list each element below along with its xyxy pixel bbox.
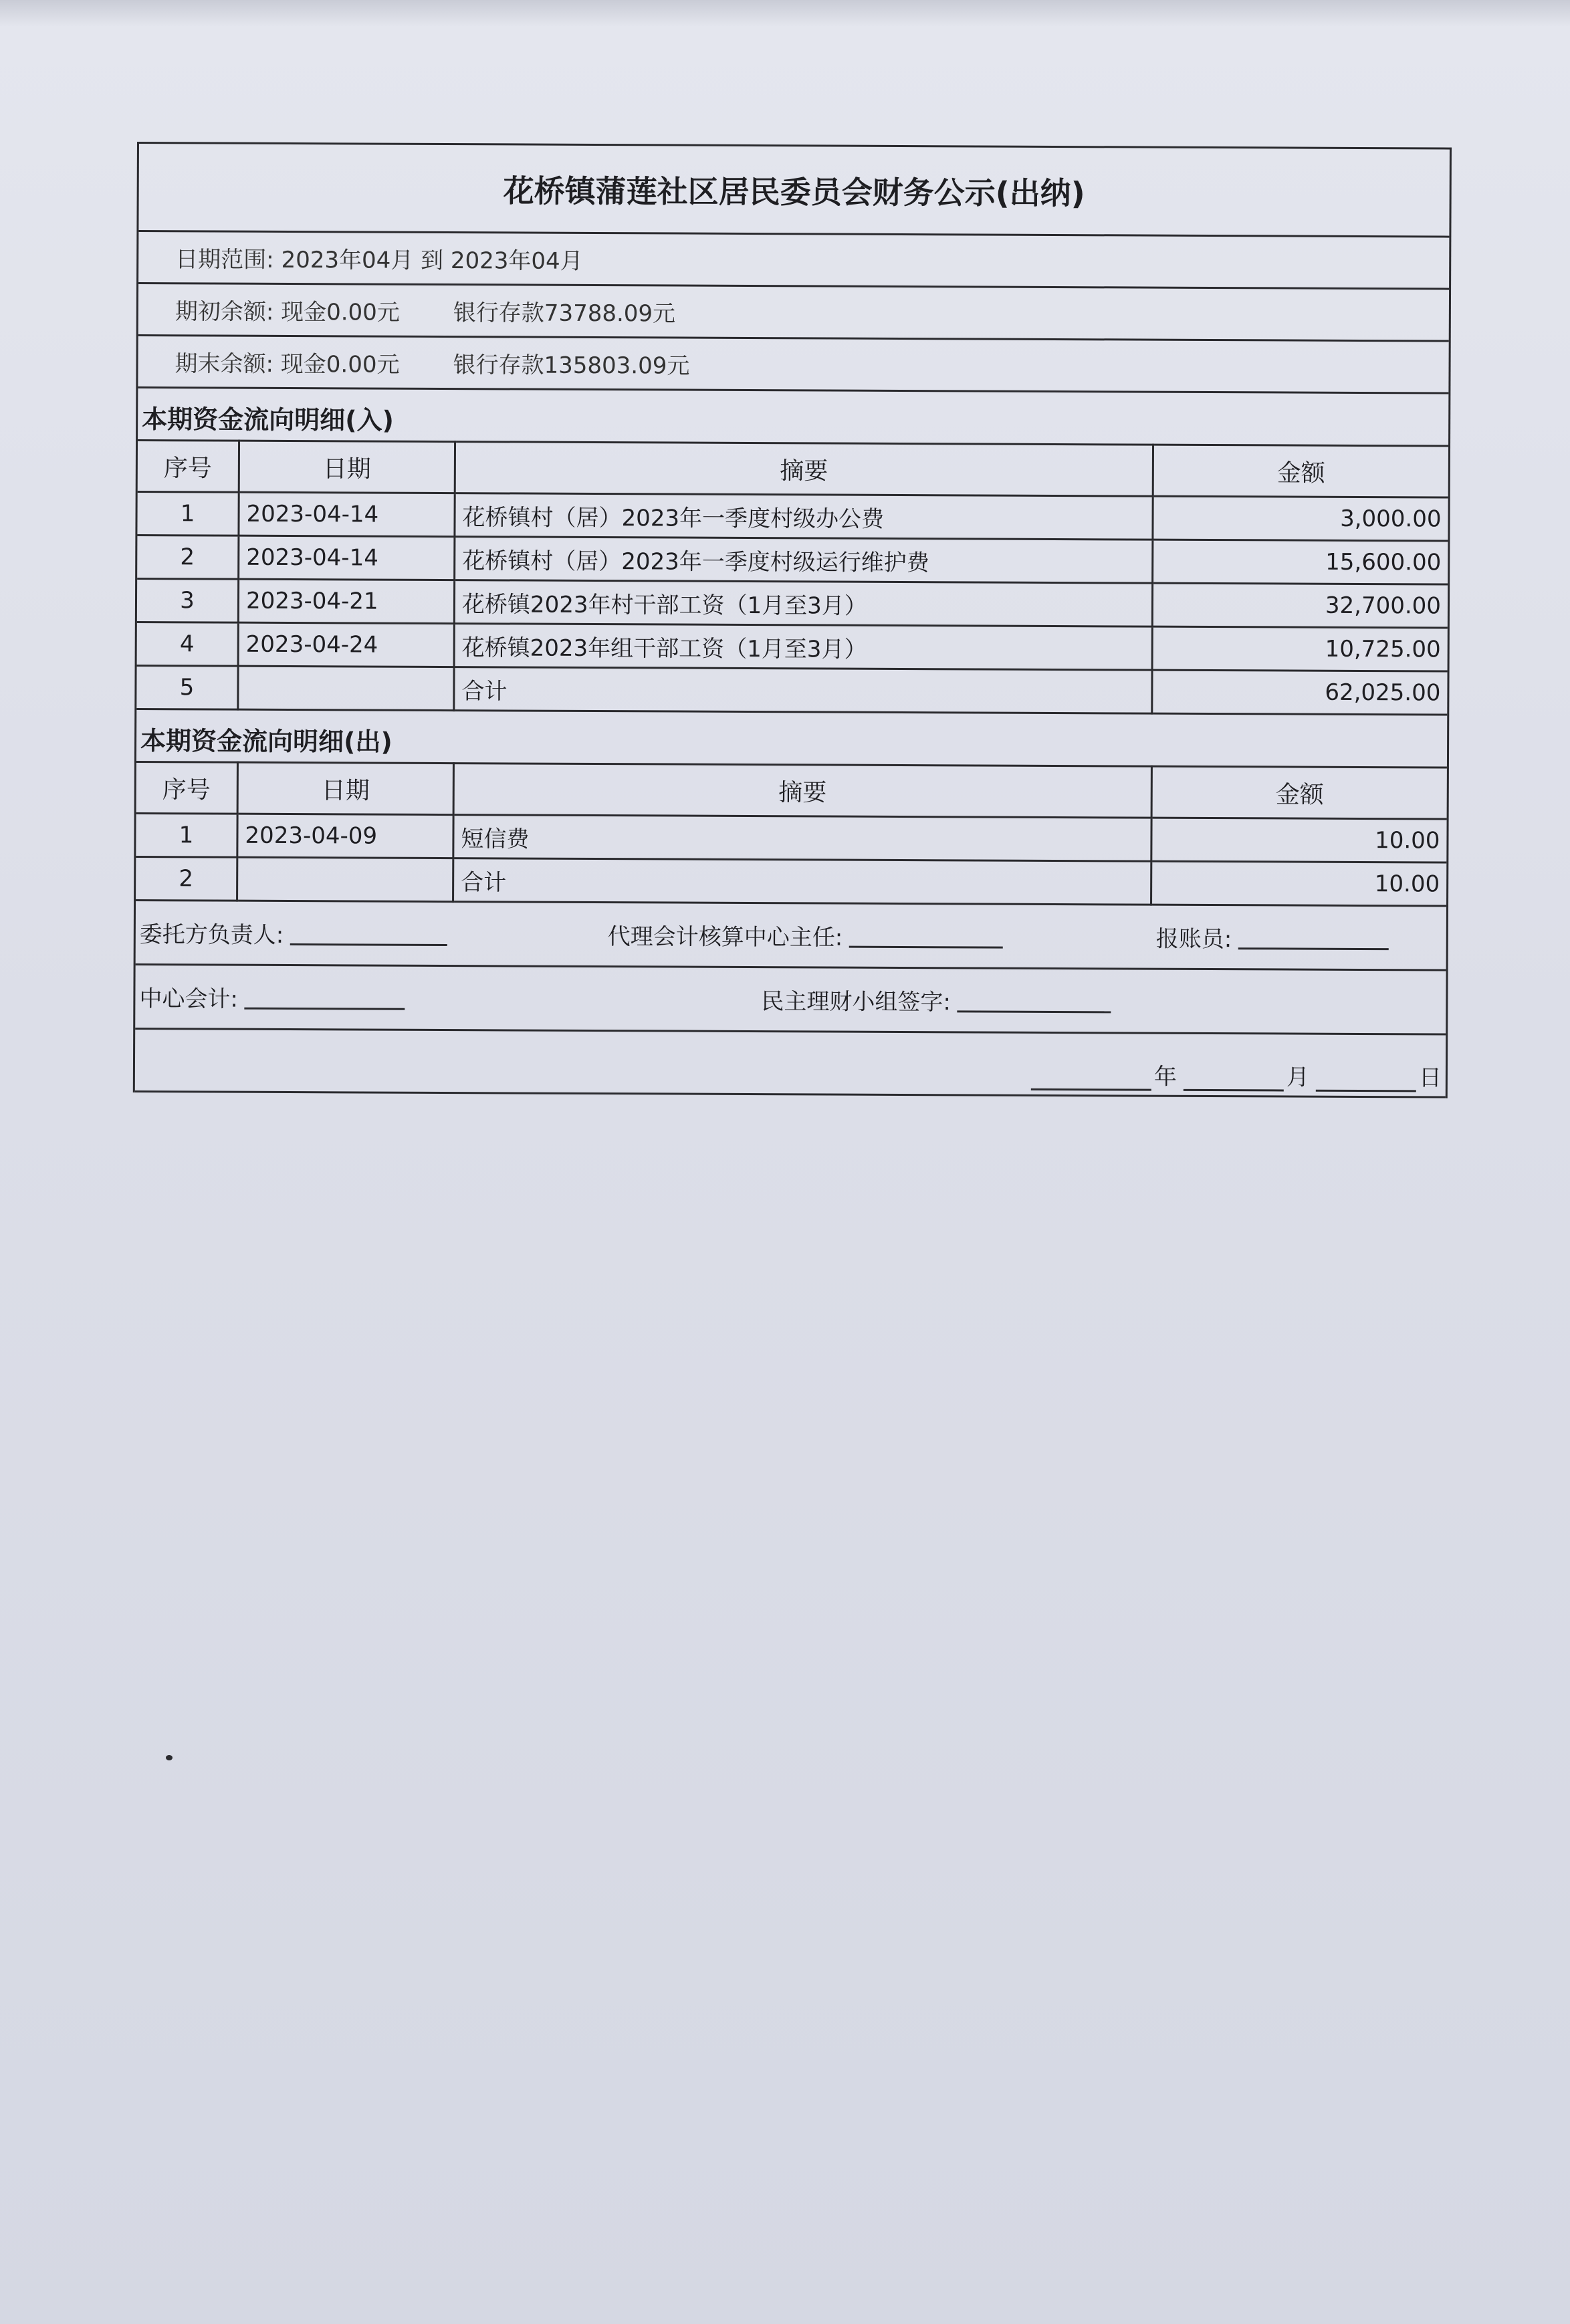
opening-balance-row <box>138 284 1449 342</box>
row-desc: 花桥镇村（居）2023年一季度村级办公费 <box>455 493 1153 540</box>
table-row <box>137 579 1448 628</box>
col-no: 序号 <box>136 762 238 814</box>
opening-cash: 期初余额: 现金0.00元 <box>175 298 400 326</box>
row-amount: 10.00 <box>1151 861 1447 906</box>
date-range-row <box>138 232 1449 290</box>
col-date: 日期 <box>237 762 453 814</box>
expense-header-row <box>136 762 1447 820</box>
finance-group-signature <box>761 983 1111 1017</box>
row-no: 5 <box>136 666 238 710</box>
client-head-label: 委托方负责人: <box>139 921 284 949</box>
row-desc: 合计 <box>454 667 1152 714</box>
center-director-label: 代理会计核算中心主任: <box>607 923 843 951</box>
closing-balance-row <box>138 336 1448 394</box>
closing-bank: 银行存款135803.09元 <box>453 352 690 380</box>
ink-speck <box>166 1755 173 1760</box>
client-head-signature <box>140 916 608 951</box>
row-amount: 10.00 <box>1151 818 1447 862</box>
center-accountant-label: 中心会计: <box>139 985 238 1013</box>
row-amount: 32,700.00 <box>1152 583 1448 628</box>
table-row <box>137 622 1448 672</box>
row-amount: 62,025.00 <box>1152 670 1448 715</box>
table-row <box>137 492 1448 542</box>
row-amount: 10,725.00 <box>1152 626 1448 671</box>
row-date <box>237 857 453 901</box>
row-no: 2 <box>136 857 237 901</box>
table-row <box>136 814 1446 863</box>
signature-row-2 <box>135 965 1446 1036</box>
closing-cash: 期末余额: 现金0.00元 <box>175 350 400 378</box>
expense-table <box>136 761 1447 907</box>
reimburser-label: 报账员: <box>1155 925 1232 953</box>
income-header-row <box>138 441 1448 498</box>
finance-group-line[interactable] <box>958 987 1111 1013</box>
date-range: 日期范围: 2023年04月 到 2023年04月 <box>175 246 583 275</box>
row-date: 2023-04-21 <box>238 579 454 623</box>
col-amount: 金额 <box>1151 766 1447 819</box>
finance-group-label: 民主理财小组签字: <box>761 988 951 1016</box>
row-desc: 花桥镇2023年组干部工资（1月至3月） <box>454 624 1152 671</box>
center-accountant-line[interactable] <box>245 985 405 1010</box>
day-label: 日 <box>1418 1064 1442 1092</box>
col-date: 日期 <box>239 441 455 493</box>
center-director-signature <box>608 918 1156 953</box>
row-date <box>238 666 454 710</box>
col-amount: 金额 <box>1153 445 1448 497</box>
row-amount: 15,600.00 <box>1153 540 1448 584</box>
day-line[interactable] <box>1316 1067 1416 1092</box>
row-date: 2023-04-09 <box>237 814 453 858</box>
page-title: 花桥镇蒲莲社区居民委员会财务公示(出纳) <box>503 172 1085 211</box>
col-no: 序号 <box>138 441 239 493</box>
month-label: 月 <box>1286 1064 1309 1091</box>
center-director-line[interactable] <box>849 923 1003 949</box>
expense-total-row <box>136 857 1446 907</box>
row-no: 1 <box>136 814 237 858</box>
reimburser-line[interactable] <box>1238 925 1389 950</box>
title-row <box>138 144 1450 238</box>
col-desc: 摘要 <box>455 442 1153 497</box>
year-line[interactable] <box>1031 1066 1151 1091</box>
row-no: 2 <box>137 536 239 580</box>
income-heading-row <box>138 388 1448 445</box>
row-no: 4 <box>137 622 239 667</box>
income-table <box>136 439 1448 716</box>
client-head-line[interactable] <box>290 921 447 946</box>
col-desc: 摘要 <box>453 764 1151 818</box>
month-line[interactable] <box>1184 1066 1284 1092</box>
center-accountant-signature <box>139 980 761 1016</box>
reimburser-signature <box>1156 921 1389 955</box>
opening-bank: 银行存款73788.09元 <box>453 300 676 328</box>
table-row <box>137 536 1448 585</box>
row-desc: 花桥镇村（居）2023年一季度村级运行维护费 <box>455 537 1153 584</box>
row-desc: 合计 <box>453 858 1151 905</box>
row-no: 3 <box>137 579 239 623</box>
row-desc: 花桥镇2023年村干部工资（1月至3月） <box>454 580 1152 627</box>
row-date: 2023-04-14 <box>239 492 455 536</box>
row-amount: 3,000.00 <box>1153 496 1448 541</box>
expense-heading-row <box>136 710 1447 767</box>
row-desc: 短信费 <box>453 815 1151 862</box>
signature-row-1 <box>136 901 1446 971</box>
page-edge-shadow <box>0 0 1570 27</box>
expense-heading: 本期资金流向明细(出) <box>140 726 392 757</box>
finance-disclosure-sheet <box>133 142 1452 1098</box>
row-date: 2023-04-24 <box>238 622 454 667</box>
income-heading: 本期资金流向明细(入) <box>142 404 395 435</box>
income-total-row <box>136 666 1447 715</box>
date-sign-row <box>135 1030 1446 1098</box>
year-label: 年 <box>1153 1063 1177 1090</box>
row-date: 2023-04-14 <box>239 536 455 580</box>
row-no: 1 <box>137 492 239 536</box>
